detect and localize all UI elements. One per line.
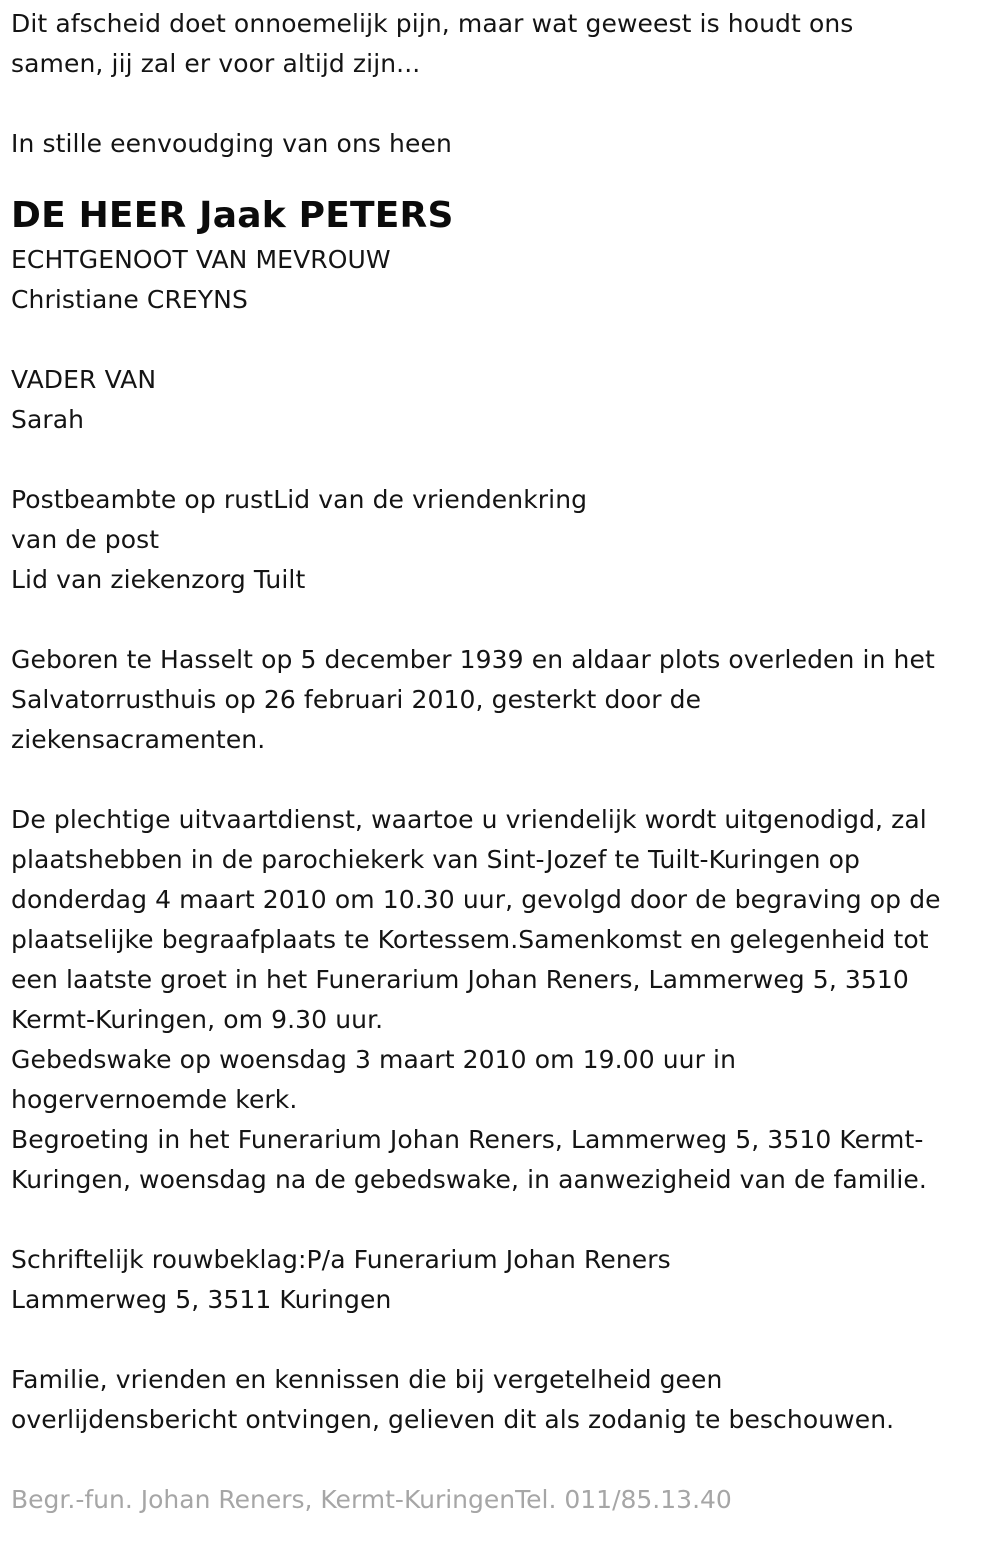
spouse-relation: ECHTGENOOT VAN MEVROUW — [11, 245, 391, 274]
spacer — [11, 1200, 988, 1240]
birth-death-text: Geboren te Hasselt op 5 december 1939 en aldaar plots overleden in het Salvatorrusthuis op 26 februari 2010, gesterkt door de ziekensacramenten. — [11, 645, 935, 754]
spacer — [11, 1440, 988, 1480]
notice-text: Familie, vrienden en kennissen die bij vergetelheid geen overlijdensbericht ontvingen, gelieven dit als zodanig te beschouwen. — [11, 1365, 895, 1434]
announcement-text: In stille eenvoudging van ons heen — [11, 129, 452, 158]
spacer — [11, 600, 988, 640]
memberships-text: Postbeambte op rustLid van de vriendenkring van de post Lid van ziekenzorg Tuilt — [11, 485, 588, 594]
spouse-name: Christiane CREYNS — [11, 285, 248, 314]
funeral-home-footer: Begr.-fun. Johan Reners, Kermt-KuringenTel. 011/85.13.40 — [11, 1485, 732, 1514]
service-text: De plechtige uitvaartdienst, waartoe u vriendelijk wordt uitgenodigd, zal plaatshebben in de parochiekerk van Sint-Jozef te Tuilt-Kuringen op donderdag 4 maart 2010 om 10.30 uur, gevolgd door de begraving op de plaatselijke begraafplaats te Kortessem.Samenkomst en gelegenheid tot een laatste groet in het Funerarium Johan Reners, Lammerweg 5, 3510 Kermt-Kuringen, om 9.30 uur. Gebedswake op woensdag 3 maart 2010 om 19.00 uur in hogervernoemde kerk. Begroeting in het Funerarium Johan Reners, Lammerweg 5, 3510 Kermt- Kuringen, woensdag na de gebedswake, in aanwezigheid van de familie. — [11, 805, 941, 1194]
child-relation: VADER VAN — [11, 365, 157, 394]
spacer — [11, 1320, 988, 1360]
spacer — [11, 320, 988, 360]
farewell-quote: Dit afscheid doet onnoemelijk pijn, maar wat geweest is houdt ons samen, jij zal er voor altijd zijn... — [11, 9, 854, 78]
spacer — [11, 164, 988, 192]
condolences-text: Schriftelijk rouwbeklag:P/a Funerarium Johan Reners Lammerweg 5, 3511 Kuringen — [11, 1245, 671, 1314]
spacer — [11, 84, 988, 124]
spacer — [11, 440, 988, 480]
deceased-name: DE HEER Jaak PETERS — [11, 195, 454, 236]
spacer — [11, 760, 988, 800]
child-name: Sarah — [11, 405, 85, 434]
